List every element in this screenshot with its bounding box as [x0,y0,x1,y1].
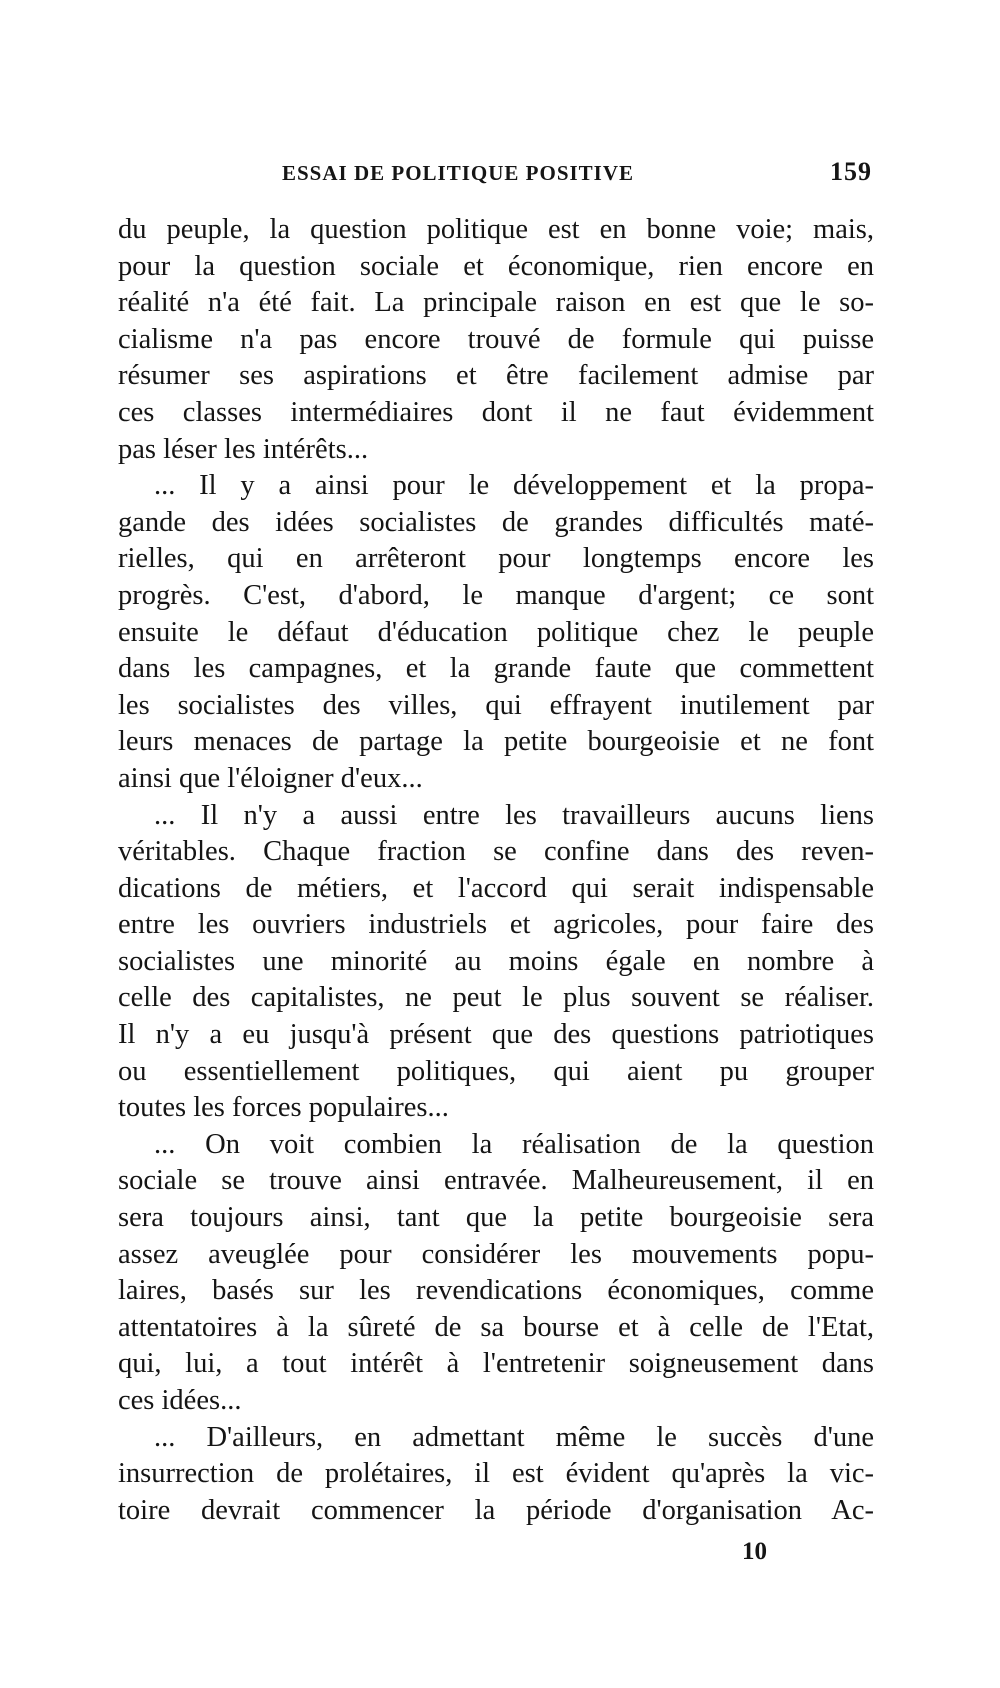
text-line: ainsi que l'éloigner d'eux... [118,762,423,794]
text-line: pour la question sociale et économique, rien encore en [118,250,874,282]
text-line: ... Il y a ainsi pour le développement et la propa- [154,470,874,502]
text-line: ensuite le défaut d'éducation politique chez le peuple [118,616,874,648]
text-line: les socialistes des villes, qui effrayent inutilement par [118,689,874,721]
text-line: socialistes une minorité au moins égale en nombre à [118,945,874,977]
text-line: résumer ses aspirations et être facilement admise par [118,360,874,392]
text-line: gande des idées socialistes de grandes difficultés maté- [118,506,874,538]
text-line: réalité n'a été fait. La principale raison en est que le so- [118,287,874,319]
running-head: ESSAI DE POLITIQUE POSITIVE [282,161,635,185]
signature-mark: 10 [742,1538,767,1565]
text-line: ces classes intermédiaires dont il ne faut évidemment [118,396,874,428]
text-line: laires, basés sur les revendications économiques, comme [118,1275,874,1307]
text-line: sera toujours ainsi, tant que la petite bourgeoisie sera [118,1202,874,1234]
text-line: dications de métiers, et l'accord qui serait indispensable [118,872,874,904]
text-line: attentatoires à la sûreté de sa bourse et à celle de l'Etat, [118,1311,874,1343]
text-line: ... D'ailleurs, en admettant même le succès d'une [154,1421,874,1453]
text-line: dans les campagnes, et la grande faute que commettent [118,653,874,685]
text-line: assez aveuglée pour considérer les mouvements popu- [118,1238,874,1270]
text-line: du peuple, la question politique est en bonne voie; mais, [118,214,874,245]
text-line: entre les ouvriers industriels et agricoles, pour faire des [118,909,874,941]
text-line: pas léser les intérêts... [118,433,369,465]
text-line: toire devrait commencer la période d'organisation Ac- [118,1494,874,1526]
text-line: insurrection de prolétaires, il est évident qu'après la vic- [118,1458,874,1490]
text-line: ces idées... [118,1385,242,1416]
text-line: cialisme n'a pas encore trouvé de formule qui puisse [118,323,874,355]
text-line: toutes les forces populaires... [118,1092,449,1124]
page-header [282,157,872,191]
text-line: qui, lui, a tout intérêt à l'entretenir soigneusement dans [118,1348,874,1380]
page-number: 159 [830,157,872,186]
body-text [118,212,874,1529]
text-line: ... On voit combien la réalisation de la question [154,1128,874,1160]
text-line: ... Il n'y a aussi entre les travailleurs aucuns liens [154,799,874,831]
text-line: progrès. C'est, d'abord, le manque d'argent; ce sont [118,579,874,611]
text-line: ou essentiellement politiques, qui aient pu grouper [118,1055,874,1087]
text-line: leurs menaces de partage la petite bourgeoisie et ne font [118,726,874,758]
text-line: rielles, qui en arrêteront pour longtemps encore les [118,543,874,575]
text-line: celle des capitalistes, ne peut le plus souvent se réaliser. [118,982,874,1014]
text-line: Il n'y a eu jusqu'à présent que des questions patriotiques [118,1019,874,1051]
text-line: véritables. Chaque fraction se confine dans des reven- [118,836,874,868]
text-line: sociale se trouve ainsi entravée. Malheureusement, il en [118,1165,874,1197]
